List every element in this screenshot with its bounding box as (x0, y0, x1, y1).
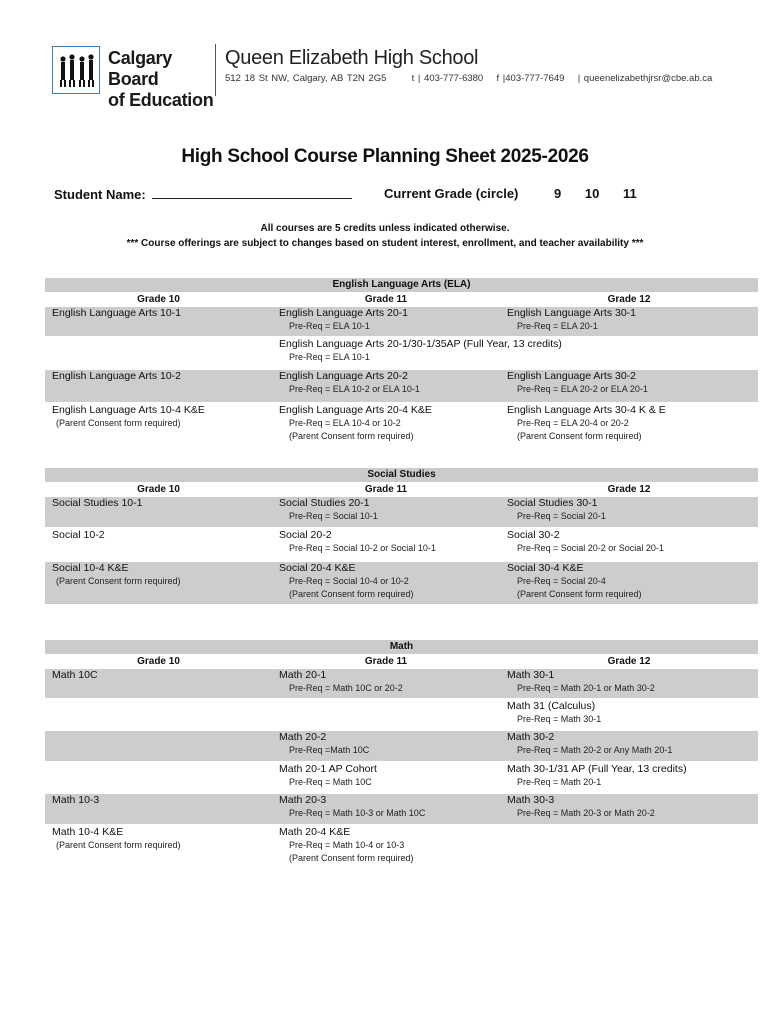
page-title: High School Course Planning Sheet 2025-2026 (181, 146, 589, 167)
prerequisite-note: Pre-Req = Math 30-1 (517, 714, 602, 724)
cbe-logo (52, 46, 100, 94)
availability-note: *** Course offerings are subject to changes based on student interest, enrollment, and teacher availability *** (126, 238, 644, 249)
school-name: Queen Elizabeth High School (225, 47, 479, 69)
course-row (45, 497, 758, 527)
prerequisite-note: Pre-Req = ELA 10-1 (289, 352, 370, 362)
prerequisite-note: Pre-Req = Social 10-4 or 10-2 (289, 576, 409, 586)
parent-consent-note: (Parent Consent form required) (56, 840, 181, 850)
school-email: | queenelizabethjrsr@cbe.ab.ca (577, 73, 713, 84)
course-cell (500, 404, 758, 444)
grade-header: Grade 11 (364, 656, 408, 667)
prerequisite-note: Pre-Req = ELA 10-2 or ELA 10-1 (289, 384, 420, 394)
credits-note: All courses are 5 credits unless indicated otherwise. (260, 223, 510, 234)
org-name-line1: Calgary Board (108, 48, 172, 89)
course-cell (500, 763, 758, 792)
course-cell (45, 338, 272, 368)
parent-consent-note: (Parent Consent form required) (517, 589, 642, 599)
prerequisite-note: Pre-Req = ELA 10-1 (289, 321, 370, 331)
course-name: Math 20-1 AP Cohort (279, 763, 377, 775)
course-cell (500, 731, 758, 761)
grade-option[interactable]: 9 (554, 186, 562, 201)
course-name: English Language Arts 30-1 (507, 307, 637, 319)
prerequisite-note: Pre-Req = Social 20-1 (517, 511, 606, 521)
course-row (45, 562, 758, 604)
section-title: English Language Arts (ELA) (45, 278, 758, 292)
course-name: Math 20-1 (279, 669, 327, 681)
prerequisite-note: Pre-Req = Math 20-2 or Any Math 20-1 (517, 745, 673, 755)
course-cell (500, 700, 758, 729)
parent-consent-note: (Parent Consent form required) (289, 589, 414, 599)
course-cell (45, 731, 272, 761)
course-cell (45, 529, 272, 560)
prerequisite-note: Pre-Req = ELA 10-4 or 10-2 (289, 418, 401, 428)
course-name: Social 30-2 (507, 529, 560, 541)
prerequisite-note: Pre-Req = Math 10-4 or 10-3 (289, 840, 405, 850)
course-cell (500, 529, 758, 560)
prerequisite-note: Pre-Req =Math 10C (289, 745, 370, 755)
course-row (45, 794, 758, 824)
course-cell (500, 497, 758, 527)
grade-headers (45, 292, 758, 307)
course-cell (45, 497, 272, 527)
course-row (45, 529, 758, 560)
prerequisite-note: Pre-Req = Math 20-1 or Math 30-2 (517, 683, 655, 693)
section-social-studies (45, 468, 758, 606)
section-ela (45, 278, 758, 446)
course-name: Math 20-3 (279, 794, 327, 806)
parent-consent-note: (Parent Consent form required) (56, 418, 181, 428)
prerequisite-note: Pre-Req = Math 10-3 or Math 10C (289, 808, 426, 818)
course-name: English Language Arts 10-1 (52, 307, 182, 319)
course-name: Social Studies 20-1 (279, 497, 370, 509)
course-name: English Language Arts 30-2 (507, 370, 637, 382)
course-name: English Language Arts 30-4 K & E (507, 404, 666, 416)
section-title: Social Studies (45, 468, 758, 482)
course-cell (45, 562, 272, 604)
course-cell (272, 826, 500, 868)
parent-consent-note: (Parent Consent form required) (56, 576, 181, 586)
course-cell (272, 497, 500, 527)
course-row (45, 370, 758, 402)
course-cell (45, 826, 272, 868)
grade-header: Grade 11 (364, 294, 408, 305)
course-name: Social 10-2 (52, 529, 105, 541)
course-row (45, 731, 758, 761)
course-cell (45, 404, 272, 444)
course-row (45, 338, 758, 368)
course-name: Social 20-2 (279, 529, 332, 541)
course-name: Social 10-4 K&E (52, 562, 129, 574)
course-name: Social 30-4 K&E (507, 562, 584, 574)
course-name: Math 31 (Calculus) (507, 700, 596, 712)
course-cell (272, 669, 500, 698)
course-cell (272, 529, 500, 560)
course-name: English Language Arts 20-4 K&E (279, 404, 432, 416)
course-cell (500, 794, 758, 824)
student-name-label: Student Name: (54, 187, 146, 202)
school-fax: f |403-777-7649 (496, 73, 565, 84)
org-name (108, 48, 218, 111)
course-name: Math 10C (52, 669, 98, 681)
course-name: Social Studies 30-1 (507, 497, 598, 509)
grade-header: Grade 12 (607, 484, 651, 495)
course-name: Math 30-1 (507, 669, 555, 681)
notes (0, 221, 770, 251)
course-name: English Language Arts 20-2 (279, 370, 409, 382)
course-cell (45, 307, 272, 336)
school-phone: t | 403-777-6380 (411, 73, 484, 84)
course-cell (500, 669, 758, 698)
course-name: English Language Arts 20-1 (279, 307, 409, 319)
course-cell (272, 404, 500, 444)
current-grade-row (384, 186, 637, 201)
course-name: Math 10-4 K&E (52, 826, 124, 838)
course-row (45, 404, 758, 444)
course-cell (272, 763, 500, 792)
course-cell (45, 700, 272, 729)
prerequisite-note: Pre-Req = ELA 20-1 (517, 321, 598, 331)
grade-header: Grade 12 (607, 294, 651, 305)
course-name: English Language Arts 20-1/30-1/35AP (Full Year, 13 credits) (279, 338, 562, 350)
course-cell (500, 826, 758, 868)
prerequisite-note: Pre-Req = Social 10-2 or Social 10-1 (289, 543, 436, 553)
course-row (45, 669, 758, 698)
course-name: Math 20-2 (279, 731, 327, 743)
current-grade-label: Current Grade (circle) (384, 186, 519, 201)
grade-option[interactable]: 10 (584, 186, 600, 201)
grade-header: Grade 10 (137, 656, 180, 667)
course-row (45, 700, 758, 729)
course-name: Math 30-3 (507, 794, 555, 806)
student-name-row (54, 186, 352, 202)
course-name: English Language Arts 10-2 (52, 370, 182, 382)
course-name: Math 30-1/31 AP (Full Year, 13 credits) (507, 763, 687, 775)
parent-consent-note: (Parent Consent form required) (289, 431, 414, 441)
prerequisite-note: Pre-Req = Social 20-4 (517, 576, 606, 586)
course-cell (272, 338, 758, 368)
prerequisite-note: Pre-Req = Social 20-2 or Social 20-1 (517, 543, 664, 553)
header-divider (215, 44, 216, 96)
course-row (45, 307, 758, 336)
course-cell (45, 794, 272, 824)
course-name: Math 10-3 (52, 794, 100, 806)
course-row (45, 826, 758, 868)
people-figures-icon (57, 53, 97, 89)
prerequisite-note: Pre-Req = Math 10C (289, 777, 372, 787)
course-cell (272, 370, 500, 402)
section-title: Math (45, 640, 758, 654)
student-name-line[interactable] (152, 186, 352, 199)
prerequisite-note: Pre-Req = Math 20-1 (517, 777, 602, 787)
course-cell (272, 700, 500, 729)
course-cell (45, 370, 272, 402)
prerequisite-note: Pre-Req = Math 20-3 or Math 20-2 (517, 808, 655, 818)
prerequisite-note: Pre-Req = Math 10C or 20-2 (289, 683, 403, 693)
course-cell (45, 669, 272, 698)
course-name: Math 20-4 K&E (279, 826, 351, 838)
grade-option[interactable]: 11 (622, 186, 637, 201)
course-cell (272, 731, 500, 761)
grade-header: Grade 10 (137, 294, 180, 305)
course-cell (45, 763, 272, 792)
org-name-line2: of Education (108, 90, 214, 110)
prerequisite-note: Pre-Req = ELA 20-4 or 20-2 (517, 418, 629, 428)
school-contact (225, 73, 712, 84)
grade-headers (45, 654, 758, 669)
section-math (45, 640, 758, 870)
course-cell (500, 562, 758, 604)
course-cell (500, 307, 758, 336)
course-cell (272, 794, 500, 824)
course-cell (500, 370, 758, 402)
grade-headers (45, 482, 758, 497)
parent-consent-note: (Parent Consent form required) (517, 431, 642, 441)
grade-header: Grade 11 (364, 484, 408, 495)
school-address: 512 18 St NW, Calgary, AB T2N 2G5 (225, 73, 387, 84)
prerequisite-note: Pre-Req = Social 10-1 (289, 511, 378, 521)
course-name: Social Studies 10-1 (52, 497, 143, 509)
parent-consent-note: (Parent Consent form required) (289, 853, 414, 863)
course-name: Social 20-4 K&E (279, 562, 356, 574)
course-name: Math 30-2 (507, 731, 555, 743)
course-cell (272, 562, 500, 604)
grade-header: Grade 12 (607, 656, 651, 667)
course-name: English Language Arts 10-4 K&E (52, 404, 205, 416)
course-cell (272, 307, 500, 336)
grade-header: Grade 10 (137, 484, 180, 495)
course-row (45, 763, 758, 792)
prerequisite-note: Pre-Req = ELA 20-2 or ELA 20-1 (517, 384, 648, 394)
